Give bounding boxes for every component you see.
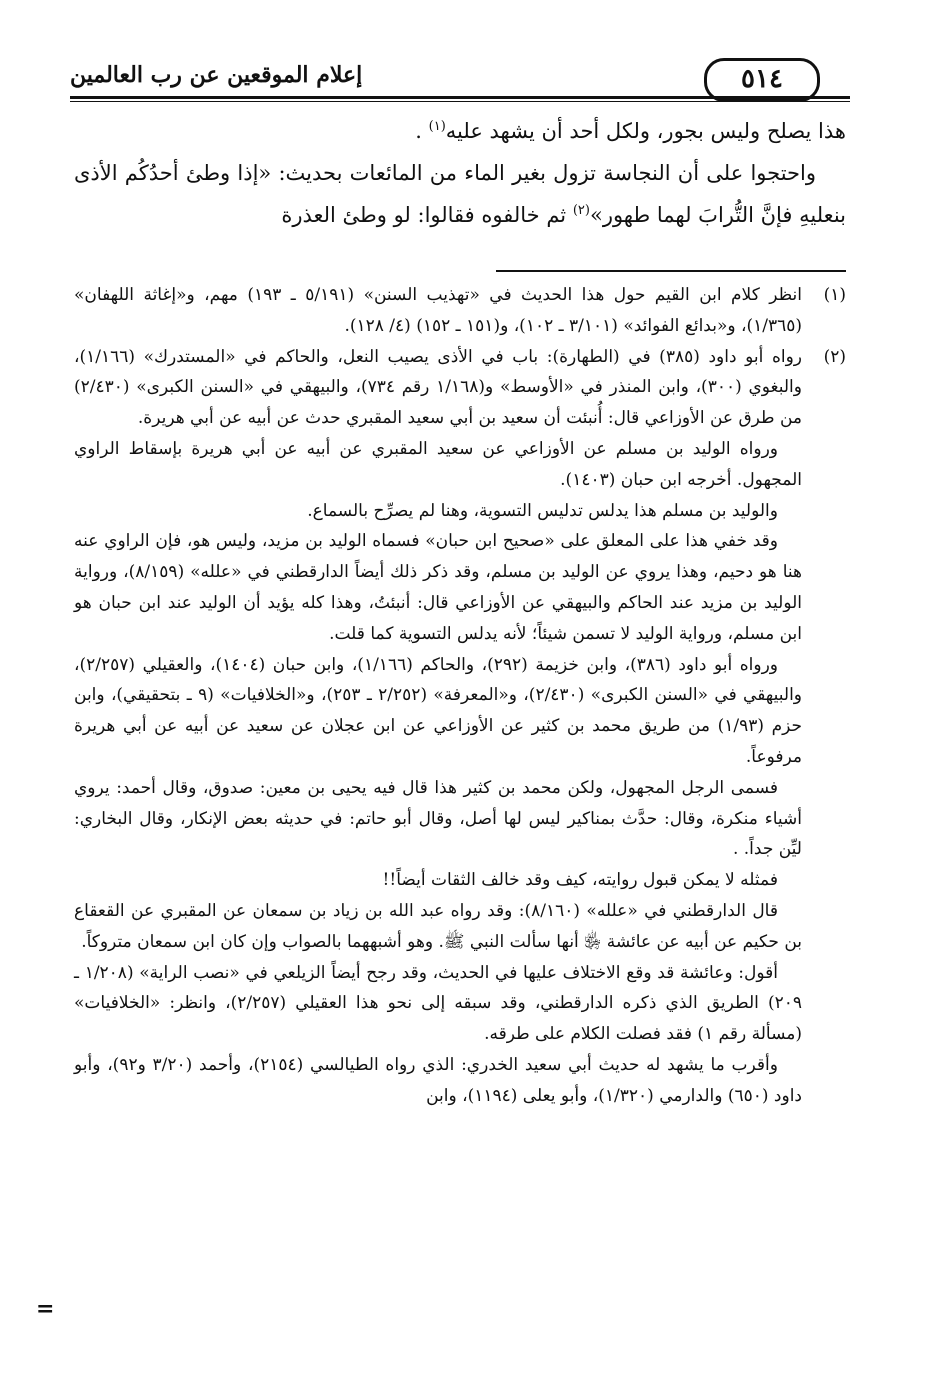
footnote-paragraph: وقد خفي هذا على المعلق على «صحيح ابن حبان» فسماه الوليد بن مزيد، وليس هو، فإن الراوي عنه هنا هو دحيم، وهذا يروي عن الوليد بن مسلم، وقد ذكر ذلك أيضاً الدارقطني في «علله» (٨/١٥٩)، ورواية الوليد بن مزيد عند الحاكم والبيهقي عن الأوزاعي قال: أنبئتُ، وهذا كله يؤيد أن الوليد عند ابن حبان هو ابن مسلم، ورواية الوليد لا تسمن شيئاً؛ لأنه يدلس التسوية كما قلت. (74, 531, 802, 644)
main-text (74, 110, 846, 236)
footnote-paragraph: أقول: وعائشة قد وقع الاختلاف عليها في الحديث، وقد رجح أيضاً الزيلعي في «نصب الراية» (١/٢٠٨ ـ ٢٠٩) الطريق الذي ذكره الدارقطني، وقد سبقه إلى نحو هذا العقيلي (٢/٢٥٧)، وانظر: «الخلافيات» (مسألة رقم ١) فقد فصلت الكلام على طرقه. (74, 962, 802, 1045)
footnote-ref-1[interactable]: (١) (428, 119, 446, 134)
main-text-run: واحتجوا على أن النجاسة تزول بغير الماء من المائعات بحديث: «إذا وطئ أحدُكُم الأذى بنعليهِ فإنَّ التُّرابَ لهما طهور» (74, 161, 846, 227)
footnote-paragraph: رواه أبو داود (٣٨٥) في (الطهارة): باب في الأذى يصيب النعل، والحاكم في «المستدرك» (١/١٦٦)، والبغوي (٣٠٠)، وابن المنذر في «الأوسط» و(١/١٦٨ رقم ٧٣٤)، والبيهقي في «السنن الكبرى» (٢/٤٣٠) من طرق عن الأوزاعي قال: أُنبئت أن سعيد بن أبي سعيد المقبري حدث عن أبيه عن أبي هريرة. (74, 346, 802, 429)
footnote-number: (١) (823, 285, 846, 305)
main-paragraph (74, 110, 846, 152)
header-rule-thin (70, 101, 850, 102)
continuation-mark: = (36, 1296, 55, 1322)
header-rule (70, 96, 850, 99)
running-title: إعلام الموقعين عن رب العالمين (70, 62, 363, 88)
footnote-paragraph: انظر كلام ابن القيم حول هذا الحديث في «تهذيب السنن» (٥/١٩١ ـ ١٩٣) مهم، و«إغاثة اللهفان» (١/٣٦٥)، و«بدائع الفوائد» (٣/١٠١ ـ ١٠٢)، و(١٥١ ـ ١٥٢) (٤/ ١٢٨). (74, 285, 802, 336)
footnotes (74, 280, 846, 1112)
footnote-number: (٢) (823, 346, 846, 367)
main-paragraph (74, 152, 846, 236)
main-text-run: هذا يصلح وليس بجور، ولكل أحد أن يشهد عليه (445, 119, 846, 143)
footnote-paragraph: قال الدارقطني في «علله» (٨/١٦٠): وقد رواه عبد الله بن زياد بن سمعان عن المقبري عن القعقاع بن حكيم عن أبيه عن عائشة ﵂ أنها سألت النبي ﷺ. وهو أشبههما بالصواب وإن كان ابن سمعان متروكاً. (74, 900, 802, 952)
main-text-run: ثم خالفوه فقالوا: لو وطئ العذرة (281, 203, 573, 227)
footnote-2 (74, 342, 846, 1112)
page-header (70, 58, 850, 102)
footnote-separator (496, 270, 846, 272)
footnote-paragraph: والوليد بن مسلم هذا يدلس تدليس التسوية، وهنا لم يصرِّح بالسماع. (307, 500, 778, 521)
page-number-badge: ٥١٤ (704, 58, 820, 102)
main-text-run: . (415, 119, 429, 143)
footnote-1 (74, 280, 846, 342)
footnote-paragraph: فسمى الرجل المجهول، ولكن محمد بن كثير هذا قال فيه يحيى بن معين: صدوق، وقال أحمد: يروي أشياء منكرة، وقال: حدَّث بمناكير ليس لها أصل، وقال أبو حاتم: في حديثه بعض الإنكار، وقال البخاري: ليِّن جداً. . (74, 777, 802, 860)
footnote-paragraph: ورواه أبو داود (٣٨٦)، وابن خزيمة (٢٩٢)، والحاكم (١/١٦٦)، وابن حبان (١٤٠٤)، والعقيلي (٢/٢٥٧)، والبيهقي في «السنن الكبرى» (٢/٤٣٠)، و«المعرفة» (٢/٢٥٢ ـ ٢٥٣)، و«الخلافيات» (٩ ـ بتحقيقي)، وابن حزم (١/٩٣) من طريق محمد بن كثير عن الأوزاعي عن ابن عجلان عن سعيد عن أبيه عن أبي هريرة مرفوعاً. (74, 654, 803, 767)
footnote-paragraph: ورواه الوليد بن مسلم عن الأوزاعي عن سعيد المقبري عن أبيه عن أبي هريرة بإسقاط الراوي المجهول. أخرجه ابن حبان (١٤٠٣). (74, 438, 802, 490)
footnote-paragraph: وأقرب ما يشهد له حديث أبي سعيد الخدري: الذي رواه الطيالسي (٢١٥٤)، وأحمد (٣/٢٠ و٩٢)، وأبو داود (٦٥٠) والدارمي (١/٣٢٠)، وأبو يعلى (١١٩٤)، وابن (74, 1054, 802, 1106)
footnote-paragraph: فمثله لا يمكن قبول روايته، كيف وقد خالف الثقات أيضاً!! (382, 870, 778, 891)
footnote-ref-2[interactable]: (٢) (572, 203, 590, 218)
